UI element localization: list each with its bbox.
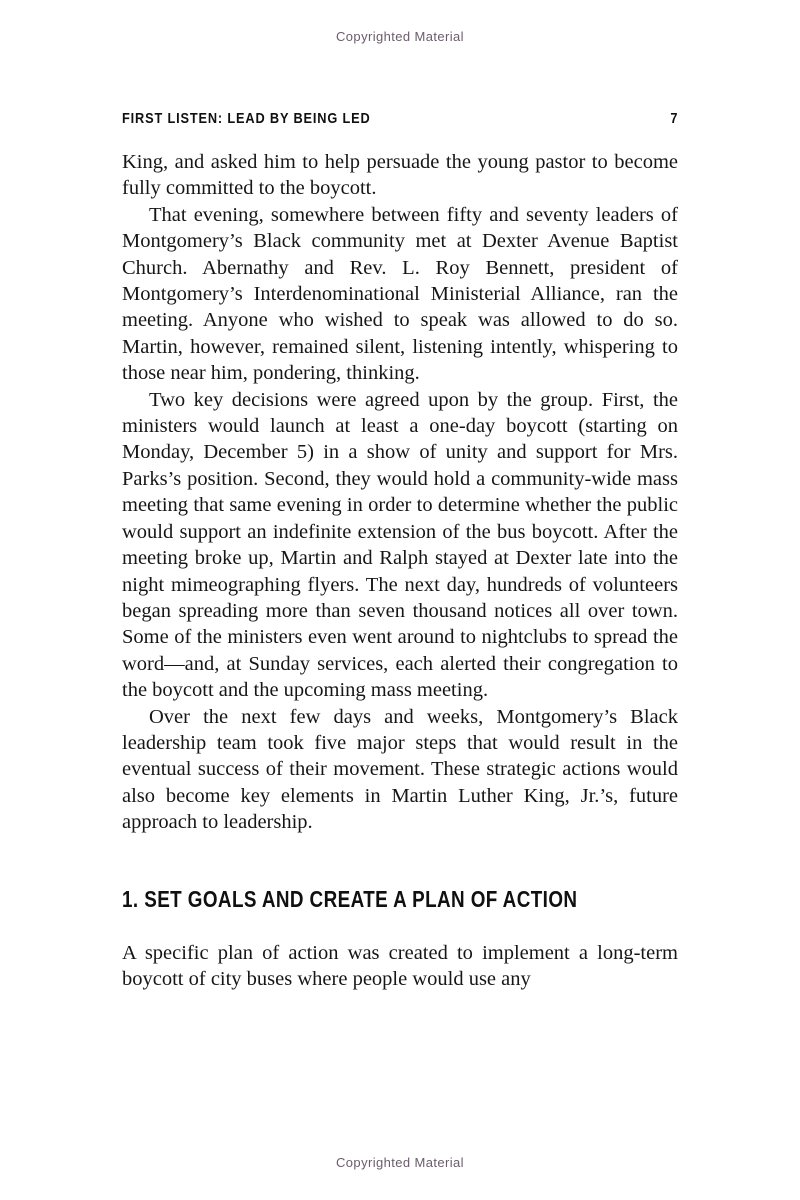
- copyright-watermark-top: Copyrighted Material: [336, 29, 464, 44]
- page-number: 7: [670, 110, 678, 127]
- paragraph-continuation: King, and asked him to help persuade the young pastor to become fully committed to the boycott.: [122, 151, 678, 200]
- section-heading-row: [122, 836, 678, 940]
- section-heading: 1. SET GOALS AND CREATE A PLAN OF ACTION: [122, 885, 578, 912]
- page-content: [122, 0, 678, 992]
- running-header: [122, 110, 678, 127]
- paragraph: A specific plan of action was created to implement a long-term boycott of city buses where people would use any: [122, 941, 678, 990]
- running-header-title: FIRST LISTEN: LEAD BY BEING LED: [122, 110, 371, 127]
- paragraph: Two key decisions were agreed upon by the group. First, the ministers would launch at least a one-day boycott (starting on Monday, December 5) in a show of unity and support for Mrs. Parks’s position. Second, they would hold a community-wide mass meeting that same evening in order to determine whether the public would support an indefinite extension of the bus boycott. After the meeting broke up, Martin and Ralph stayed at Dexter late into the night mimeographing flyers. The next day, hundreds of volunteers began spreading more than seven thousand notices all over town. Some of the ministers even went around to nightclubs to spread the word—and, at Sunday services, each alerted their congregation to the boycott and the upcoming mass meeting.: [122, 388, 678, 702]
- paragraph: Over the next few days and weeks, Montgomery’s Black leadership team took five major steps that would result in the eventual success of their movement. These strategic actions would also become key elements in Martin Luther King, Jr.’s, future approach to leadership.: [122, 705, 678, 834]
- copyright-watermark-bottom: Copyrighted Material: [336, 1155, 464, 1170]
- body-text: [122, 149, 678, 992]
- paragraph: That evening, somewhere between fifty and seventy leaders of Montgomery’s Black community met at Dexter Avenue Baptist Church. Abernathy and Rev. L. Roy Bennett, president of Montgomery’s Interdenominational Ministerial Alliance, ran the meeting. Anyone who wished to speak was allowed to do so. Martin, however, remained silent, listening intently, whispering to those near him, pondering, thinking.: [122, 203, 678, 385]
